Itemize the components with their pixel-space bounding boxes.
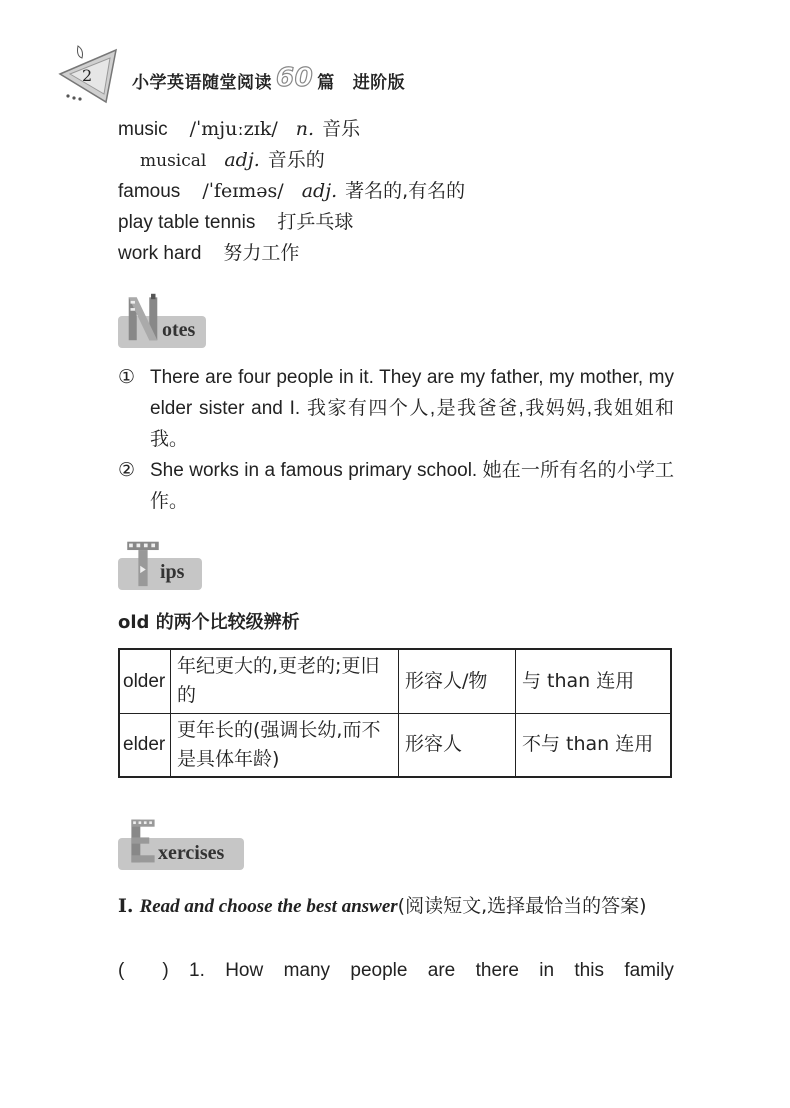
notes-letter-icon <box>124 292 162 342</box>
vocab-pos: adj. <box>301 180 338 202</box>
exercise-roman-numeral: Ⅰ. <box>118 895 134 917</box>
tips-letter-icon <box>124 538 162 588</box>
vocab-word: work hard <box>118 243 202 264</box>
question-number: 1. <box>189 960 205 981</box>
question-word: are <box>427 960 456 981</box>
table-row <box>119 713 671 777</box>
question-item <box>118 955 674 987</box>
vocab-item <box>118 176 465 207</box>
book-title-prefix: 小学英语随堂阅读 <box>132 73 272 93</box>
tips-badge <box>118 538 218 594</box>
table-cell: 更年长的(强调长幼,而不是具体年龄) <box>171 713 399 777</box>
vocab-item <box>118 145 465 176</box>
notes-badge-label: otes <box>162 319 196 341</box>
vocab-pos: n. <box>295 118 315 140</box>
vocab-meaning: 音乐 <box>322 118 361 140</box>
tips-badge-label: ips <box>160 561 185 583</box>
question-word: people <box>350 960 408 981</box>
vocab-ipa: /ˈfeɪməs/ <box>202 180 284 202</box>
vocabulary-list <box>118 114 465 269</box>
vocab-word: musical <box>140 151 207 171</box>
vocab-meaning: 著名的,有名的 <box>345 180 466 202</box>
question-word: this <box>574 960 604 981</box>
note-text: There are four people in it. They are my father, my mother, my elder sister and I. 我家有四个人,是我爸爸,我妈妈,我姐姐和我。 <box>150 367 674 450</box>
table-cell: 年纪更大的,更老的;更旧的 <box>171 649 399 713</box>
vocab-item <box>118 207 465 238</box>
note-marker: ② <box>118 459 136 481</box>
table-cell: elder <box>119 713 171 777</box>
note-marker: ① <box>118 366 136 388</box>
vocab-pos: adj. <box>224 149 260 171</box>
question-word: there <box>475 960 519 981</box>
answer-blank[interactable]: ( ) <box>118 960 169 981</box>
note-item <box>118 455 674 517</box>
exercise-instruction-en: Read and choose the best answer <box>139 896 398 917</box>
question-word: How <box>225 960 264 981</box>
vocab-word: play table tennis <box>118 212 256 233</box>
exercise-instruction-cn: (阅读短文,选择最恰当的答案) <box>397 895 647 917</box>
question-word: many <box>283 960 331 981</box>
vocab-ipa: /ˈmjuːzɪk/ <box>189 118 278 140</box>
tips-heading: old 的两个比较级辨析 <box>118 612 300 633</box>
exercises-badge <box>118 816 248 874</box>
vocab-meaning: 努力工作 <box>223 242 300 264</box>
vocab-word: famous <box>118 181 181 202</box>
note-item <box>118 362 674 455</box>
table-cell: 形容人/物 <box>399 649 516 713</box>
note-text: She works in a famous primary school. 她在一所有名的小学工作。 <box>150 460 674 512</box>
question-word: in <box>539 960 555 981</box>
notes-badge <box>118 292 218 352</box>
question-word: family <box>624 960 674 981</box>
book-title-number: 60 <box>276 62 314 93</box>
notes-list <box>118 362 674 517</box>
table-cell: 不与 than 连用 <box>516 713 672 777</box>
vocab-word: music <box>118 119 168 140</box>
book-title <box>132 62 406 93</box>
table-cell: 与 than 连用 <box>516 649 672 713</box>
exercise-instruction <box>118 890 674 923</box>
exercises-letter-icon <box>124 816 162 866</box>
vocab-item <box>118 238 465 269</box>
page-number: 2 <box>82 66 93 85</box>
comparison-table <box>118 648 672 778</box>
table-cell: older <box>119 649 171 713</box>
book-title-suffix: 篇 <box>317 73 335 93</box>
table-cell: 形容人 <box>399 713 516 777</box>
vocab-item <box>118 114 465 145</box>
vocab-meaning: 音乐的 <box>267 149 325 171</box>
table-row <box>119 649 671 713</box>
book-edition: 进阶版 <box>352 73 406 93</box>
exercises-badge-label: xercises <box>158 842 225 864</box>
vocab-meaning: 打乒乓球 <box>277 211 354 233</box>
